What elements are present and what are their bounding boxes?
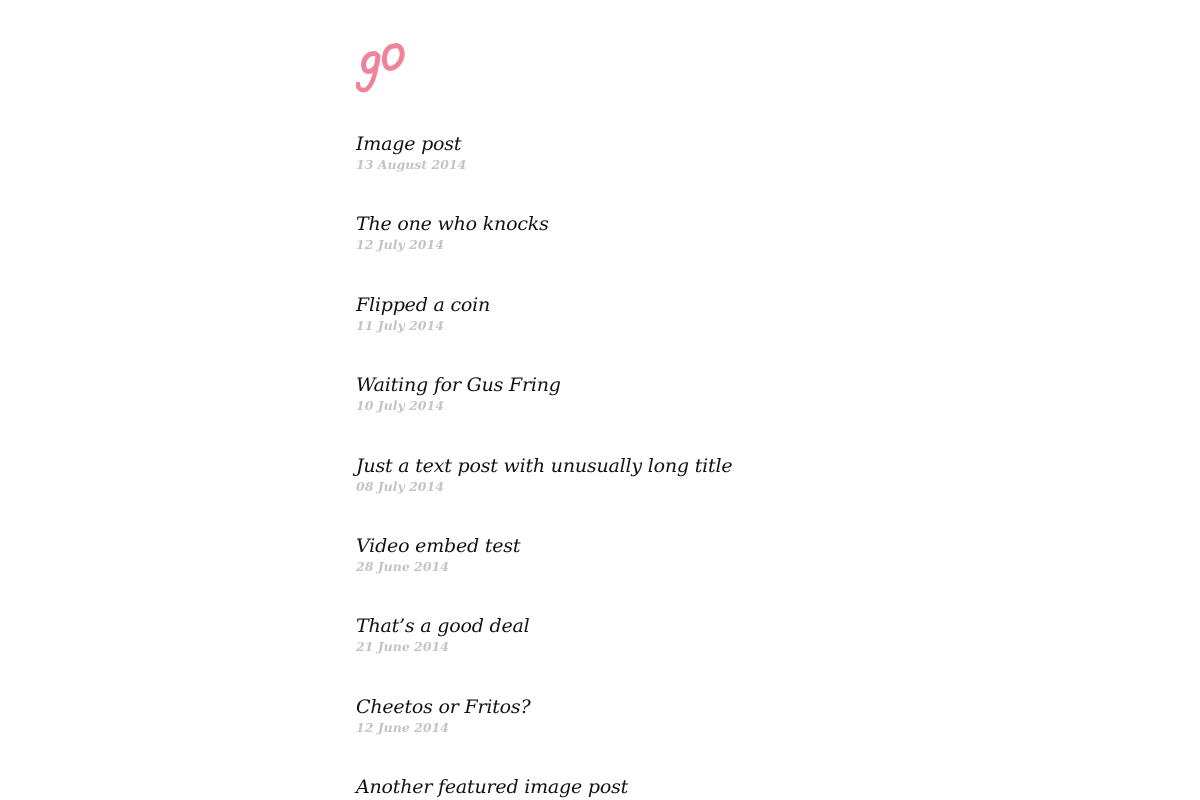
post-date: 10 July 2014 <box>356 398 444 414</box>
post-title-link[interactable]: The one who knocks <box>356 213 549 236</box>
post-date: 28 June 2014 <box>356 558 449 574</box>
post-title-link[interactable]: Image post <box>356 133 462 155</box>
post-title-link[interactable]: Waiting for Gus Fring <box>356 374 561 397</box>
post-title-link[interactable]: Just a text post with unusually long title <box>356 454 733 477</box>
post-date: 08 July 2014 <box>356 478 444 494</box>
post-item <box>356 694 856 774</box>
site-logo[interactable] <box>356 36 408 96</box>
post-item <box>356 533 856 613</box>
post-date: 21 June 2014 <box>356 639 449 655</box>
go-logo-icon <box>356 36 408 96</box>
post-title-link[interactable]: Flipped a coin <box>356 293 491 316</box>
post-date: 13 August 2014 <box>356 157 467 172</box>
post-item <box>356 372 856 452</box>
post-title-link[interactable]: Cheetos or Fritos? <box>356 695 531 718</box>
post-item <box>356 453 856 533</box>
post-title-link[interactable]: Video embed test <box>356 534 521 557</box>
post-item <box>356 292 856 372</box>
post-title-link[interactable]: Another featured image post <box>356 776 629 799</box>
post-date: 12 July 2014 <box>356 237 444 253</box>
post-item <box>356 131 856 211</box>
post-item <box>356 211 856 291</box>
post-date: 12 June 2014 <box>356 719 449 735</box>
post-item <box>356 613 856 693</box>
post-date: 11 July 2014 <box>356 317 444 333</box>
post-item <box>356 774 856 800</box>
post-list <box>356 131 856 800</box>
post-title-link[interactable]: That’s a good deal <box>356 615 530 638</box>
